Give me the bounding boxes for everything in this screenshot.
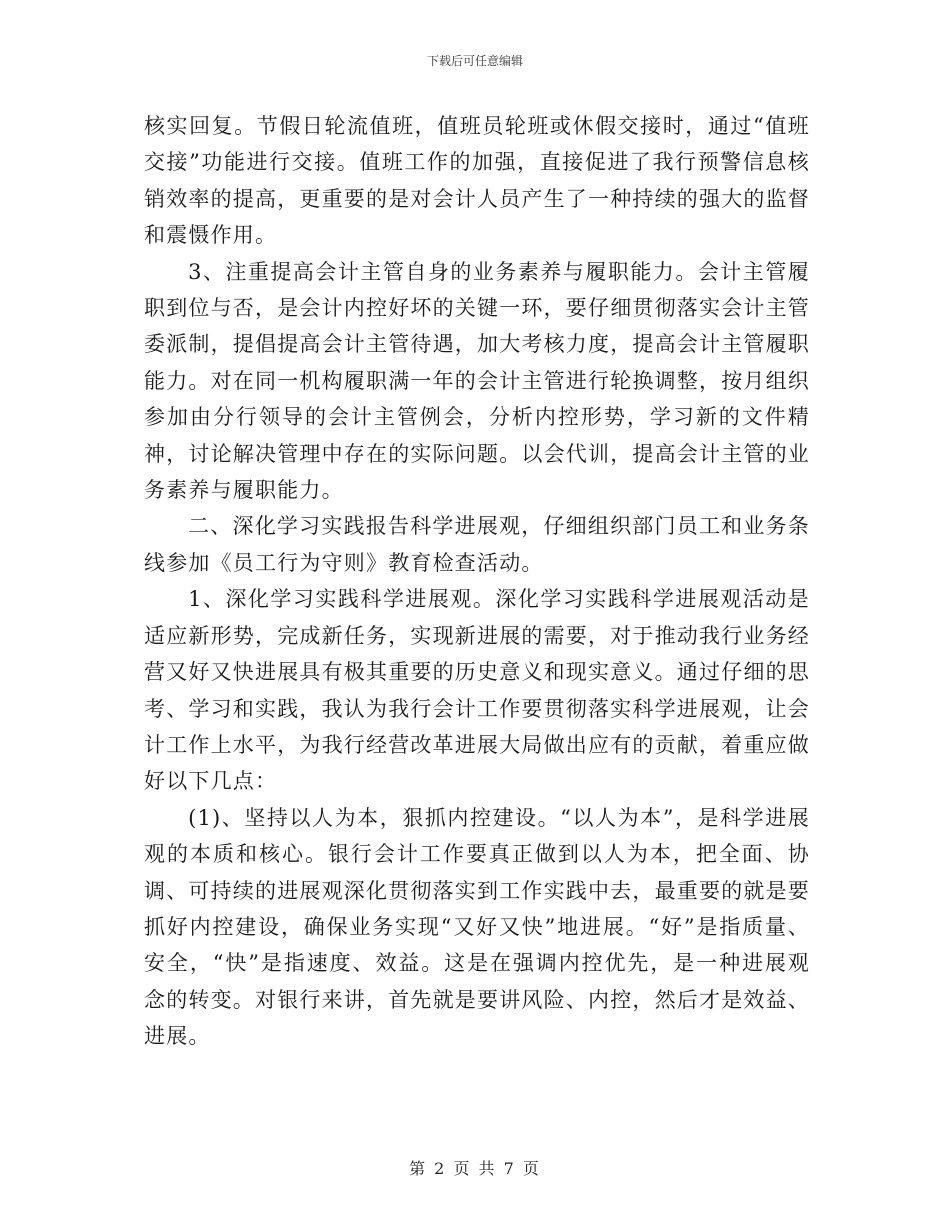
paragraph-2: 3、注重提高会计主管自身的业务素养与履职能力。会计主管履职到位与否，是会计内控好坏的关键一环，要仔细贯彻落实会计主管委派制，提倡提高会计主管待遇，加大考核力度，提高会计主管履职能力。对在同一机构履职满一年的会计主管进行轮换调整，按月组织参加由分行领导的会计主管例会，分析内控形势，学习新的文件精神，讨论解决管理中存在的实际问题。以会代训，提高会计主管的业务素养与履职能力。	[144, 259, 810, 503]
paragraph-4: 1、深化学习实践科学进展观。深化学习实践科学进展观活动是适应新形势，完成新任务，实现新进展的需要，对于推动我行业务经营又好又快进展具有极其重要的历史意义和现实意义。通过仔细的思考、学习和实践，我认为我行会计工作要贯彻落实科学进展观，让会计工作上水平，为我行经营改革进展大局做出应有的贡献，着重应做好以下几点：	[144, 587, 810, 794]
footer-page-prefix: 第	[409, 1159, 428, 1178]
page-header	[0, 52, 950, 69]
footer-total-pages: 7	[503, 1159, 516, 1178]
paragraph-5: (1)、坚持以人为本，狠抓内控建设。“以人为本”，是科学进展观的本质和核心。银行会计工作要真正做到以人为本，把全面、协调、可持续的进展观深化贯彻落实到工作实践中去，最重要的就是要抓好内控建设，确保业务实现“又好又快”地进展。“好”是指质量、安全，“快”是指速度、效益。这是在强调内控优先，是一种进展观念的转变。对银行来讲，首先就是要讲风险、内控，然后才是效益、进展。	[144, 805, 810, 1049]
header-edit-note: 下载后可任意编辑	[426, 54, 523, 68]
footer-page-suffix: 页	[522, 1159, 541, 1178]
document-body	[144, 108, 810, 1055]
paragraph-1: 核实回复。节假日轮流值班，值班员轮班或休假交接时，通过“值班交接”功能进行交接。值班工作的加强，直接促进了我行预警信息核销效率的提高，更重要的是对会计人员产生了一种持续的强大的监督和震慑作用。	[144, 114, 810, 248]
footer-page-middle: 页 共	[453, 1159, 497, 1178]
footer-current-page: 2	[434, 1159, 447, 1178]
page-footer	[0, 1156, 950, 1179]
paragraph-3: 二、深化学习实践报告科学进展观，仔细组织部门员工和业务条线参加《员工行为守则》教育检查活动。	[144, 514, 810, 575]
